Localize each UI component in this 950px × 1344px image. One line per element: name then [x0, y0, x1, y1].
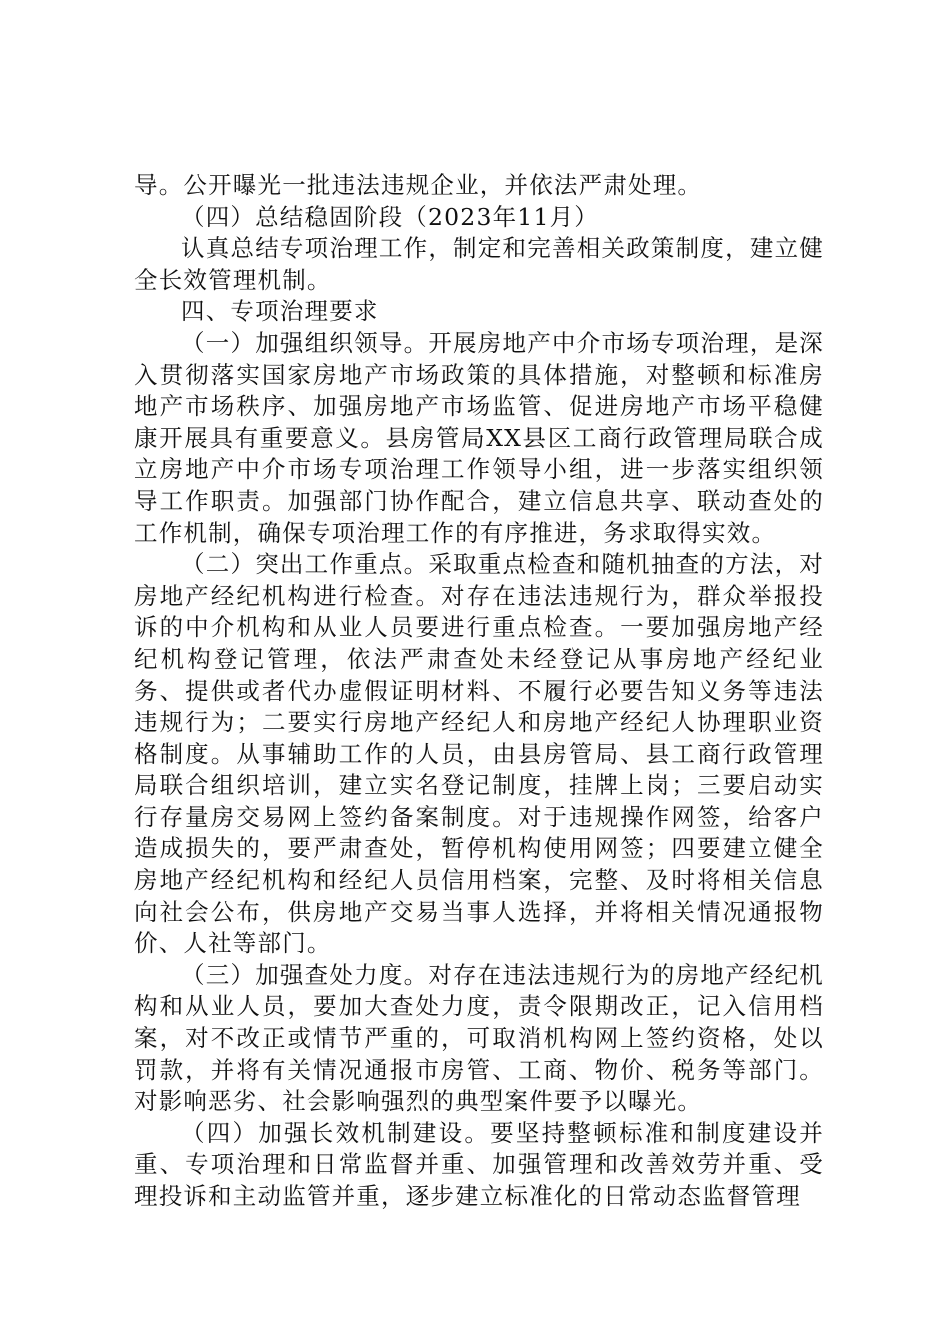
- paragraph-continuation: 导。公开曝光一批违法违规企业，并依法严肃处理。: [134, 171, 703, 199]
- paragraph-key-work: （二）突出工作重点。采取重点检查和随机抽查的方法，对房地产经纪机构进行检查。对存在违法违规行为，群众举报投诉的中介机构和从业人员要进行重点检查。一要加强房地产经纪机构登记管理，依法严肃查处未经登记从事房地产经纪业务、提供或者代办虚假证明材料、不履行必要告知义务等违法违规行为；二要实行房地产经纪人和房地产经纪人协理职业资格制度。从事辅助工作的人员，由县房管局、县工商行政管理局联合组织培训，建立实名登记制度，挂牌上岗；三要启动实行存量房交易网上签约备案制度。对于违规操作网签，给客户造成损失的，要严肃查处，暂停机构使用网签；四要建立健全房地产经纪机构和经纪人员信用档案，完整、及时将相关信息向社会公布，供房地产交易当事人选择，并将相关情况通报物价、人社等部门。: [134, 550, 824, 958]
- section-heading-requirements: 四、专项治理要求: [181, 297, 379, 326]
- paragraph-phase-four-body: 认真总结专项治理工作，制定和完善相关政策制度，建立健全长效管理机制。: [134, 234, 824, 294]
- section-heading-phase-four: （四）总结稳固阶段（2023年11月）: [181, 202, 600, 231]
- document-body: [134, 170, 824, 1213]
- paragraph-leadership: （一）加强组织领导。开展房地产中介市场专项治理，是深入贯彻落实国家房地产市场政策的具体措施，对整顿和标准房地产市场秩序、加强房地产市场监管、促进房地产市场平稳健康开展具有重要意义。县房管局XX县区工商行政管理局联合成立房地产中介市场专项治理工作领导小组，进一步落实组织领导工作职责。加强部门协作配合，建立信息共享、联动查处的工作机制，确保专项治理工作的有序推进，务求取得实效。: [134, 328, 824, 547]
- paragraph-long-term-mechanism: （四）加强长效机制建设。要坚持整顿标准和制度建设并重、专项治理和日常监督并重、加强管理和改善效劳并重、受理投诉和主动监管并重，逐步建立标准化的日常动态监督管理: [134, 1118, 824, 1210]
- paragraph-enforcement: （三）加强查处力度。对存在违法违规行为的房地产经纪机构和从业人员，要加大查处力度，责令限期改正，记入信用档案，对不改正或情节严重的，可取消机构网上签约资格，处以罚款，并将有关情况通报市房管、工商、物价、税务等部门。对影响恶劣、社会影响强烈的典型案件要予以曝光。: [134, 960, 824, 1116]
